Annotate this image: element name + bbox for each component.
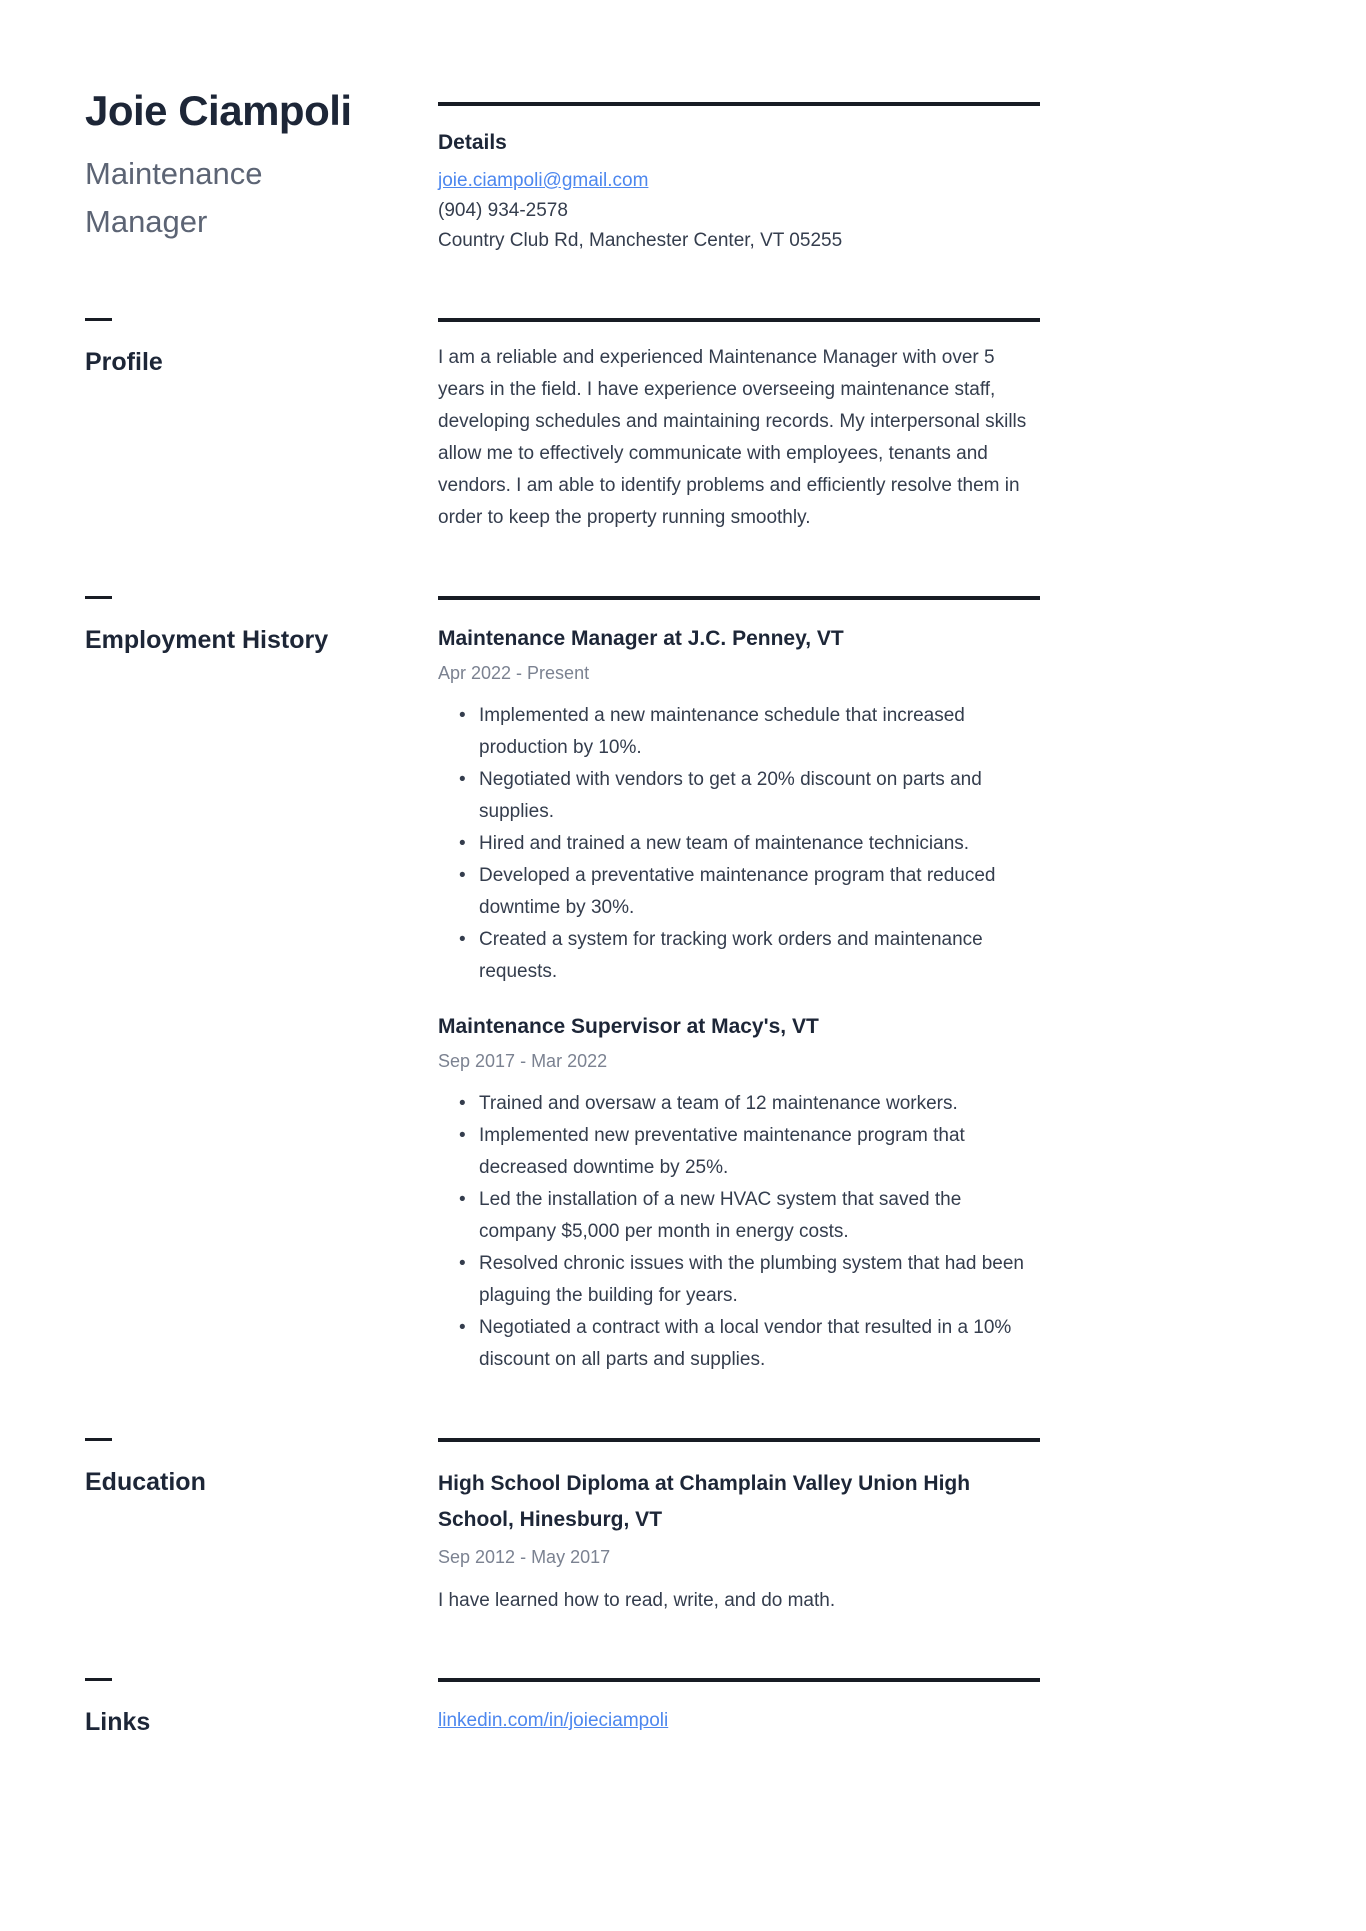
employment-section (85, 596, 1040, 1376)
profile-section (85, 318, 1040, 534)
header-left (85, 86, 438, 246)
postal-address: Country Club Rd, Manchester Center, VT 05255 (438, 230, 843, 251)
profile-label: Profile (85, 348, 163, 376)
profile-label-cell (85, 318, 438, 377)
section-rule (438, 318, 1040, 322)
job-bullet: • Negotiated with vendors to get a 20% discount on parts and supplies. (438, 764, 1040, 828)
job-bullet: • Hired and trained a new team of maintenance technicians. (438, 828, 1040, 860)
details-block (438, 86, 1040, 256)
profile-content (438, 318, 1040, 534)
section-rule (438, 102, 1040, 106)
job-bullet: • Negotiated a contract with a local vendor that resulted in a 10% discount on all parts and supplies. (438, 1312, 1040, 1376)
job-title: Maintenance Supervisor at Macy's, VT (438, 1015, 819, 1038)
profile-summary: I am a reliable and experienced Maintenance Manager with over 5 years in the field. I have experience overseeing maintenance staff, developing schedules and maintaining records. My interpersonal skills allow me to effectively communicate with employees, tenants and vendors. I am able to identify problems and efficiently resolve them in order to keep the property running smoothly. (438, 347, 1027, 528)
education-degree: High School Diploma at Champlain Valley Union High School, Hinesburg, VT (438, 1472, 971, 1531)
education-description: I have learned how to read, write, and do math. (438, 1590, 836, 1611)
section-rule (438, 596, 1040, 600)
linkedin-link[interactable]: linkedin.com/in/joieciampoli (438, 1710, 669, 1731)
links-label: Links (85, 1708, 151, 1736)
job-bullet: • Created a system for tracking work orders and maintenance requests. (438, 924, 1040, 988)
education-dates: Sep 2012 - May 2017 (438, 1547, 611, 1567)
job-dates: Sep 2017 - Mar 2022 (438, 1051, 608, 1071)
job-bullet: • Implemented new preventative maintenance program that decreased downtime by 25%. (438, 1120, 1040, 1184)
links-label-cell (85, 1678, 438, 1737)
details-heading: Details (438, 131, 507, 154)
section-dash (85, 318, 112, 321)
education-section (85, 1438, 1040, 1616)
employment-label-cell (85, 596, 438, 655)
job-entry (438, 1012, 1040, 1376)
education-label: Education (85, 1468, 206, 1496)
job-bullet: • Led the installation of a new HVAC system that saved the company $5,000 per month in energy costs. (438, 1184, 1040, 1248)
job-entry (438, 624, 1040, 988)
job-title: Maintenance Manager at J.C. Penney, VT (438, 627, 844, 650)
section-rule (438, 1438, 1040, 1442)
education-content (438, 1438, 1040, 1616)
job-dates: Apr 2022 - Present (438, 663, 590, 683)
phone-number: (904) 934-2578 (438, 200, 568, 221)
section-dash (85, 1678, 112, 1681)
job-bullet: • Resolved chronic issues with the plumbing system that had been plaguing the building for years. (438, 1248, 1040, 1312)
job-bullet-list (438, 1088, 1040, 1376)
section-dash (85, 1438, 112, 1441)
section-rule (438, 1678, 1040, 1682)
links-section (85, 1678, 1040, 1737)
education-label-cell (85, 1438, 438, 1497)
contact-lines (438, 166, 1040, 256)
employment-content (438, 596, 1040, 1376)
email-link[interactable]: joie.ciampoli@gmail.com (438, 170, 649, 191)
job-bullet: • Trained and oversaw a team of 12 maintenance workers. (438, 1088, 1040, 1120)
section-dash (85, 596, 112, 599)
links-content (438, 1678, 1040, 1736)
person-job-title: Maintenance Manager (85, 156, 263, 239)
employment-label: Employment History (85, 626, 329, 654)
job-bullet: • Implemented a new maintenance schedule that increased production by 10%. (438, 700, 1040, 764)
person-name: Joie Ciampoli (85, 87, 352, 134)
job-bullet: • Developed a preventative maintenance program that reduced downtime by 30%. (438, 860, 1040, 924)
header-section (85, 86, 1040, 256)
job-bullet-list (438, 700, 1040, 988)
